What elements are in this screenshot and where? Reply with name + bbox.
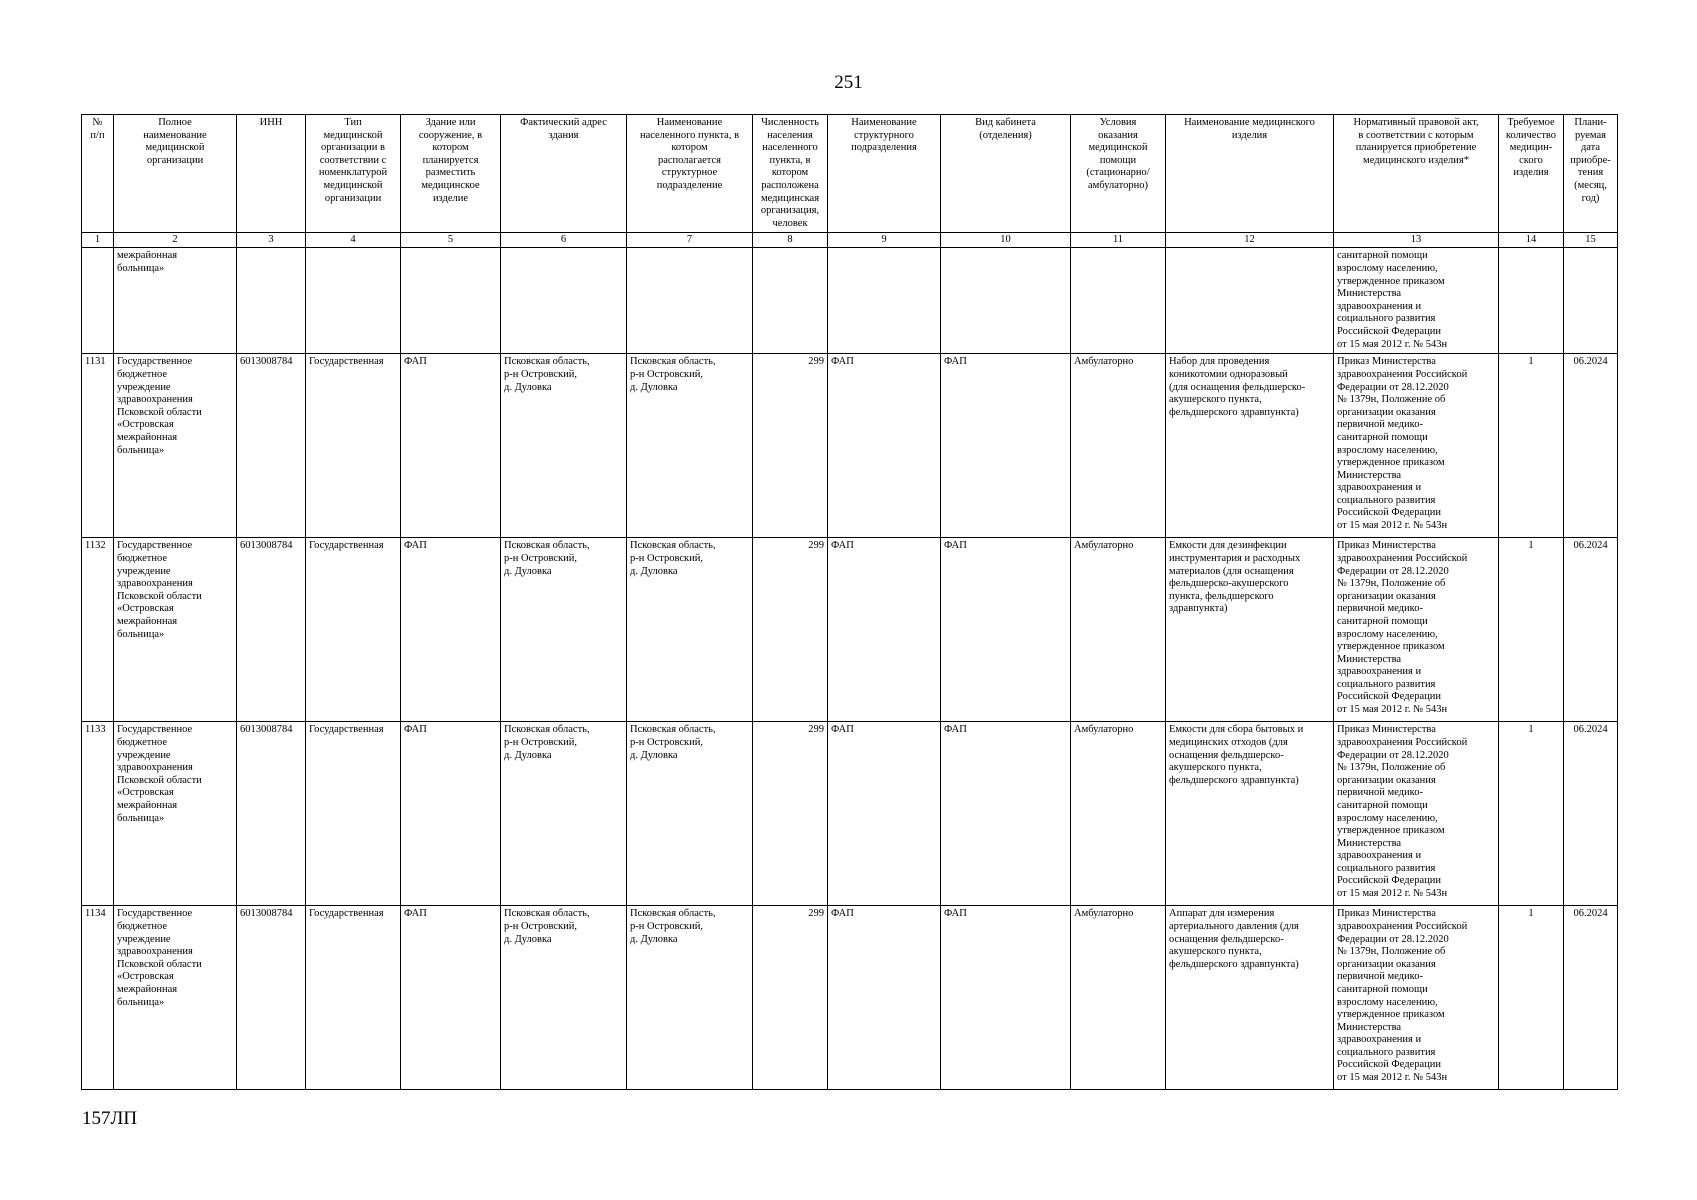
cell-cabinet: ФАП bbox=[941, 538, 1071, 722]
cell-org: Государственное бюджетное учреждение здравоохранения Псковской области «Островская межрайонная больница» bbox=[114, 538, 237, 722]
cell-population bbox=[753, 248, 828, 354]
column-number-row bbox=[82, 233, 1618, 248]
cell-population: 299 bbox=[753, 538, 828, 722]
cell-act: Приказ Министерства здравоохранения Российской Федерации от 28.12.2020 № 1379н, Положение об организации оказания первичной медико- санитарной помощи взрослому населению, утвержденное приказом Министерства здравоохранения и социального развития Российской Федерации от 15 мая 2012 г. № 543н bbox=[1334, 722, 1499, 906]
column-number: 1 bbox=[82, 233, 114, 248]
column-number: 3 bbox=[237, 233, 306, 248]
cell-address bbox=[501, 248, 627, 354]
table-row bbox=[82, 906, 1618, 1090]
cell-building: ФАП bbox=[401, 906, 501, 1090]
cell-building: ФАП bbox=[401, 722, 501, 906]
header-cell: Наименование структурного подразделения bbox=[828, 115, 941, 233]
cell-act: Приказ Министерства здравоохранения Российской Федерации от 28.12.2020 № 1379н, Положение об организации оказания первичной медико- санитарной помощи взрослому населению, утвержденное приказом Министерства здравоохранения и социального развития Российской Федерации от 15 мая 2012 г. № 543н bbox=[1334, 354, 1499, 538]
cell-conditions: Амбулаторно bbox=[1071, 538, 1166, 722]
cell-device: Емкости для сбора бытовых и медицинских отходов (для оснащения фельдшерско- акушерского пункта, фельдшерского здравпункта) bbox=[1166, 722, 1334, 906]
header-cell: ИНН bbox=[237, 115, 306, 233]
cell-inn: 6013008784 bbox=[237, 906, 306, 1090]
cell-num: 1133 bbox=[82, 722, 114, 906]
column-number: 7 bbox=[627, 233, 753, 248]
cell-date: 06.2024 bbox=[1564, 354, 1618, 538]
cell-inn bbox=[237, 248, 306, 354]
cell-locality: Псковская область, р-н Островский, д. Дуловка bbox=[627, 354, 753, 538]
cell-date: 06.2024 bbox=[1564, 722, 1618, 906]
cell-device bbox=[1166, 248, 1334, 354]
cell-quantity: 1 bbox=[1499, 906, 1564, 1090]
cell-conditions: Амбулаторно bbox=[1071, 906, 1166, 1090]
header-cell: Здание или сооружение, в котором планируется разместить медицинское изделие bbox=[401, 115, 501, 233]
column-number: 2 bbox=[114, 233, 237, 248]
cell-cabinet: ФАП bbox=[941, 722, 1071, 906]
cell-locality: Псковская область, р-н Островский, д. Дуловка bbox=[627, 538, 753, 722]
cell-cabinet bbox=[941, 248, 1071, 354]
continuation-row bbox=[82, 248, 1618, 354]
column-number: 15 bbox=[1564, 233, 1618, 248]
cell-inn: 6013008784 bbox=[237, 538, 306, 722]
cell-population: 299 bbox=[753, 722, 828, 906]
cell-act: санитарной помощи взрослому населению, утвержденное приказом Министерства здравоохранения и социального развития Российской Федерации от 15 мая 2012 г. № 543н bbox=[1334, 248, 1499, 354]
cell-unit: ФАП bbox=[828, 906, 941, 1090]
cell-locality bbox=[627, 248, 753, 354]
cell-conditions bbox=[1071, 248, 1166, 354]
cell-building bbox=[401, 248, 501, 354]
cell-num bbox=[82, 248, 114, 354]
column-number: 9 bbox=[828, 233, 941, 248]
cell-type: Государственная bbox=[306, 722, 401, 906]
cell-inn: 6013008784 bbox=[237, 722, 306, 906]
column-number: 11 bbox=[1071, 233, 1166, 248]
cell-cabinet: ФАП bbox=[941, 906, 1071, 1090]
table-row bbox=[82, 722, 1618, 906]
cell-cabinet: ФАП bbox=[941, 354, 1071, 538]
table-row bbox=[82, 354, 1618, 538]
cell-org: Государственное бюджетное учреждение здравоохранения Псковской области «Островская межрайонная больница» bbox=[114, 354, 237, 538]
header-cell: Вид кабинета (отделения) bbox=[941, 115, 1071, 233]
cell-locality: Псковская область, р-н Островский, д. Дуловка bbox=[627, 722, 753, 906]
cell-type bbox=[306, 248, 401, 354]
cell-num: 1131 bbox=[82, 354, 114, 538]
cell-conditions: Амбулаторно bbox=[1071, 722, 1166, 906]
header-cell: Фактический адрес здания bbox=[501, 115, 627, 233]
header-cell: Численность населения населенного пункта, в котором расположена медицинская организация, человек bbox=[753, 115, 828, 233]
column-number: 10 bbox=[941, 233, 1071, 248]
cell-date bbox=[1564, 248, 1618, 354]
equipment-table bbox=[81, 114, 1618, 1090]
cell-address: Псковская область, р-н Островский, д. Дуловка bbox=[501, 354, 627, 538]
header-cell: № п/п bbox=[82, 115, 114, 233]
cell-org: Государственное бюджетное учреждение здравоохранения Псковской области «Островская межрайонная больница» bbox=[114, 906, 237, 1090]
header-cell: Плани- руемая дата приобре- тения (месяц, год) bbox=[1564, 115, 1618, 233]
cell-org: межрайонная больница» bbox=[114, 248, 237, 354]
column-number: 8 bbox=[753, 233, 828, 248]
table-row bbox=[82, 538, 1618, 722]
header-cell: Полное наименование медицинской организации bbox=[114, 115, 237, 233]
cell-num: 1134 bbox=[82, 906, 114, 1090]
cell-address: Псковская область, р-н Островский, д. Дуловка bbox=[501, 906, 627, 1090]
footer-code: 157ЛП bbox=[82, 1108, 138, 1129]
cell-act: Приказ Министерства здравоохранения Российской Федерации от 28.12.2020 № 1379н, Положение об организации оказания первичной медико- санитарной помощи взрослому населению, утвержденное приказом Министерства здравоохранения и социального развития Российской Федерации от 15 мая 2012 г. № 543н bbox=[1334, 538, 1499, 722]
cell-quantity bbox=[1499, 248, 1564, 354]
cell-building: ФАП bbox=[401, 354, 501, 538]
cell-type: Государственная bbox=[306, 906, 401, 1090]
cell-num: 1132 bbox=[82, 538, 114, 722]
cell-unit: ФАП bbox=[828, 538, 941, 722]
cell-quantity: 1 bbox=[1499, 538, 1564, 722]
cell-unit: ФАП bbox=[828, 722, 941, 906]
column-number: 14 bbox=[1499, 233, 1564, 248]
column-number: 4 bbox=[306, 233, 401, 248]
cell-type: Государственная bbox=[306, 354, 401, 538]
header-cell: Наименование населенного пункта, в котором располагается структурное подразделение bbox=[627, 115, 753, 233]
page-number: 251 bbox=[834, 72, 863, 93]
header-row bbox=[82, 115, 1618, 233]
cell-address: Псковская область, р-н Островский, д. Дуловка bbox=[501, 538, 627, 722]
column-number: 13 bbox=[1334, 233, 1499, 248]
header-cell: Условия оказания медицинской помощи (стационарно/ амбулаторно) bbox=[1071, 115, 1166, 233]
cell-address: Псковская область, р-н Островский, д. Дуловка bbox=[501, 722, 627, 906]
cell-population: 299 bbox=[753, 354, 828, 538]
cell-building: ФАП bbox=[401, 538, 501, 722]
cell-type: Государственная bbox=[306, 538, 401, 722]
header-cell: Требуемое количество медицин- ского изделия bbox=[1499, 115, 1564, 233]
cell-date: 06.2024 bbox=[1564, 906, 1618, 1090]
header-cell: Наименование медицинского изделия bbox=[1166, 115, 1334, 233]
cell-quantity: 1 bbox=[1499, 354, 1564, 538]
cell-date: 06.2024 bbox=[1564, 538, 1618, 722]
cell-device: Аппарат для измерения артериального давления (для оснащения фельдшерско- акушерского пункта, фельдшерского здравпункта) bbox=[1166, 906, 1334, 1090]
header-cell: Тип медицинской организации в соответствии с номенклатурой медицинской организации bbox=[306, 115, 401, 233]
cell-device: Набор для проведения коникотомии одноразовый (для оснащения фельдшерско- акушерского пункта, фельдшерского здравпункта) bbox=[1166, 354, 1334, 538]
cell-unit bbox=[828, 248, 941, 354]
cell-inn: 6013008784 bbox=[237, 354, 306, 538]
column-number: 6 bbox=[501, 233, 627, 248]
cell-locality: Псковская область, р-н Островский, д. Дуловка bbox=[627, 906, 753, 1090]
cell-act: Приказ Министерства здравоохранения Российской Федерации от 28.12.2020 № 1379н, Положение об организации оказания первичной медико- санитарной помощи взрослому населению, утвержденное приказом Министерства здравоохранения и социального развития Российской Федерации от 15 мая 2012 г. № 543н bbox=[1334, 906, 1499, 1090]
header-cell: Нормативный правовой акт, в соответствии с которым планируется приобретение медицинского изделия* bbox=[1334, 115, 1499, 233]
cell-population: 299 bbox=[753, 906, 828, 1090]
cell-unit: ФАП bbox=[828, 354, 941, 538]
cell-conditions: Амбулаторно bbox=[1071, 354, 1166, 538]
column-number: 5 bbox=[401, 233, 501, 248]
column-number: 12 bbox=[1166, 233, 1334, 248]
cell-org: Государственное бюджетное учреждение здравоохранения Псковской области «Островская межрайонная больница» bbox=[114, 722, 237, 906]
cell-device: Емкости для дезинфекции инструментария и расходных материалов (для оснащения фельдшерско-акушерского пункта, фельдшерского здравпункта) bbox=[1166, 538, 1334, 722]
cell-quantity: 1 bbox=[1499, 722, 1564, 906]
